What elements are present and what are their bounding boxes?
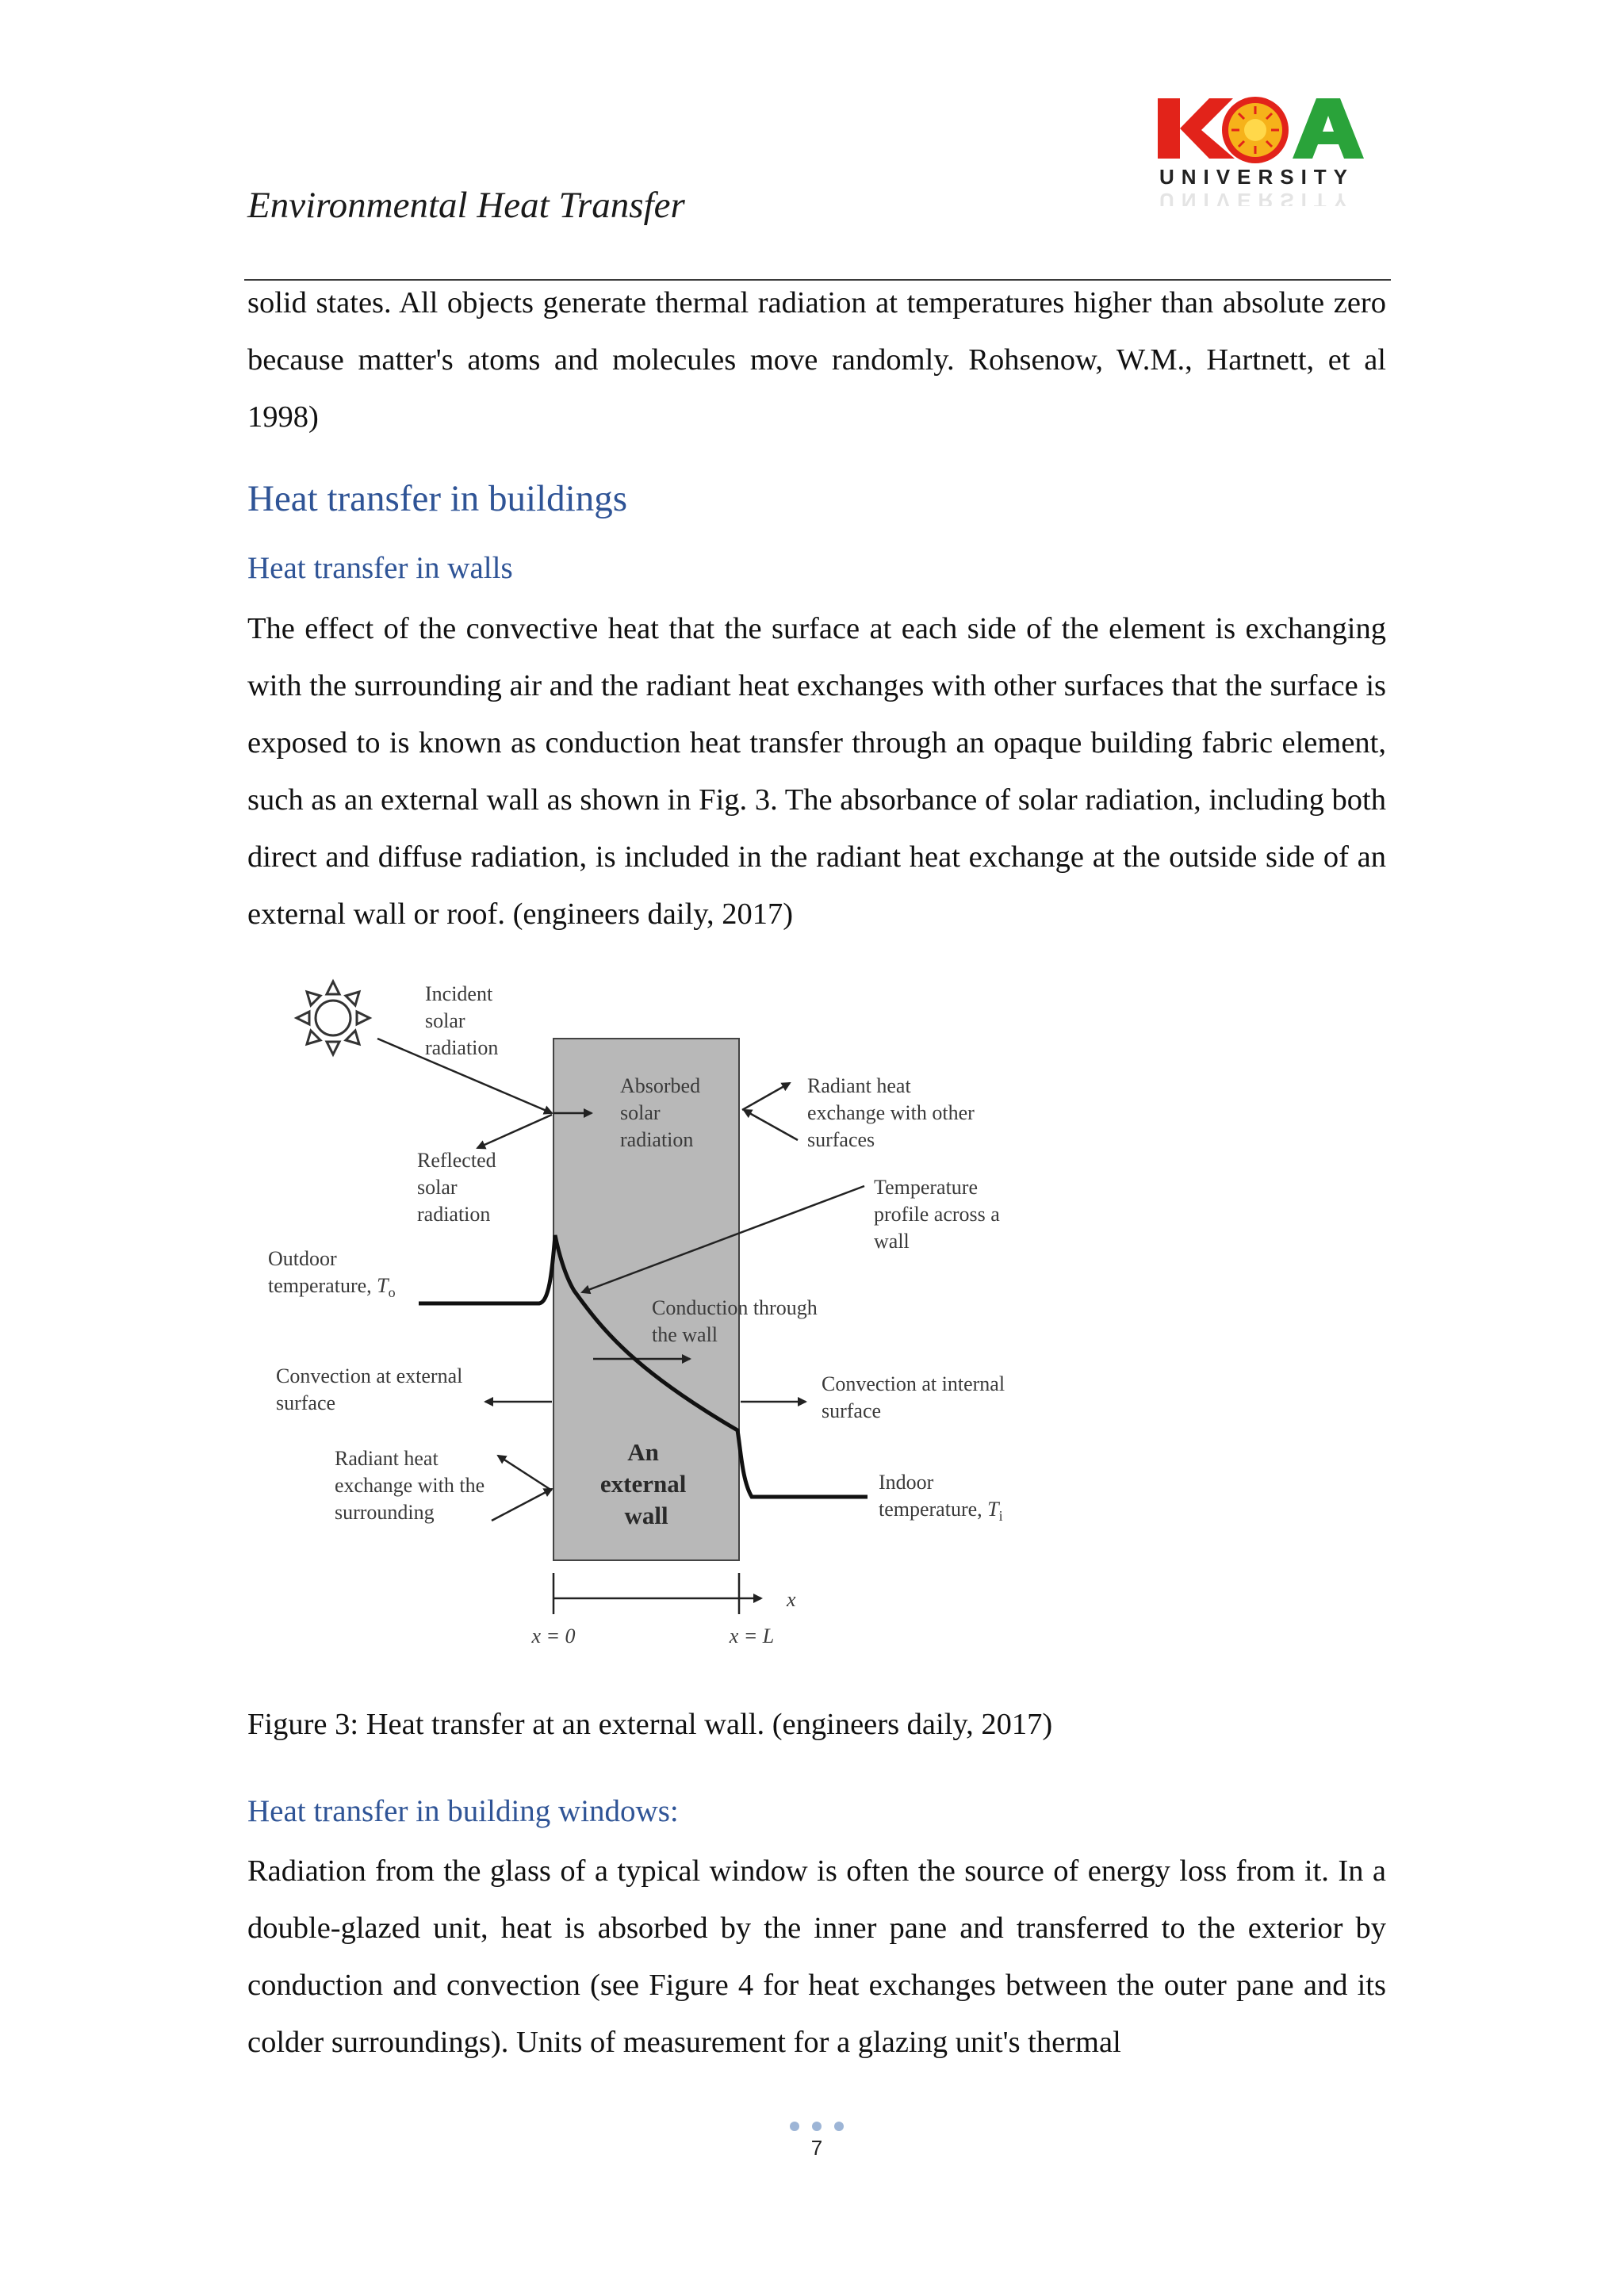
page-number: 7 — [810, 2136, 823, 2160]
label-axis-x: x — [787, 1588, 796, 1611]
university-logo — [1154, 95, 1368, 206]
windows-paragraph: Radiation from the glass of a typical window is often the source of energy loss from it. In a double-glazed unit, heat is absorbed by the inner pane and transferred to the exterior by conduction and convection (see Figure 4 for heat exchanges between the outer pane and its colder surroundings). Units of measurement for a glazing unit's thermal — [247, 1854, 1386, 2059]
label-outdoor: Outdoor temperature, $T_o$ — [268, 1247, 396, 1300]
radiant-in-arrow — [744, 1110, 798, 1140]
footer-dots — [787, 2122, 850, 2137]
sun-icon — [297, 982, 370, 1054]
label-radiant-surrounding: Radiant heat exchange with the surrounding — [335, 1447, 485, 1524]
document-title: Environmental Heat Transfer — [247, 185, 685, 226]
figure-caption: Figure 3: Heat transfer at an external wall. (engineers daily, 2017) — [247, 1708, 1053, 1741]
label-radiant-other: Radiant heat exchange with other surfaces — [807, 1074, 975, 1151]
logo-subtitle-reflection: UNIVERSITY — [1159, 189, 1355, 206]
label-absorbed: Absorbed solar radiation — [620, 1074, 701, 1151]
intro-paragraph: solid states. All objects generate thermal radiation at temperatures higher than absolute zero because matter's atoms and molecules move randomly. Rohsenow, W.M., Hartnett, et al 1998) — [247, 286, 1386, 434]
label-incident: Incident solar radiation — [425, 982, 499, 1059]
label-reflected: Reflected solar radiation — [417, 1149, 496, 1226]
radiant-surrounding-in-arrow — [492, 1489, 552, 1521]
subheading-walls: Heat transfer in walls — [247, 551, 513, 585]
label-temperature-profile: Temperature profile across a wall — [874, 1176, 1000, 1253]
label-wall: An external wall — [599, 1438, 687, 1529]
section-heading: Heat transfer in buildings — [247, 478, 628, 519]
label-x0: x = 0 — [531, 1624, 576, 1647]
figure-wall-heat-transfer — [262, 974, 1055, 1655]
label-conduction: Conduction through the wall — [652, 1296, 818, 1346]
subheading-windows: Heat transfer in building windows: — [247, 1794, 679, 1828]
label-indoor: Indoor temperature, $T_i$ — [879, 1471, 1003, 1524]
wall-diagram — [262, 974, 1055, 1655]
radiant-out-arrow — [742, 1083, 790, 1110]
label-xL: x = L — [729, 1624, 775, 1647]
logo-graphic — [1154, 95, 1368, 206]
label-convection-internal: Convection at internal surface — [822, 1372, 1005, 1422]
reflected-radiation-arrow — [477, 1115, 552, 1148]
radiant-surrounding-out-arrow — [498, 1456, 552, 1490]
walls-paragraph: The effect of the convective heat that the surface at each side of the element is exchanging with the surrounding air and the radiant heat exchanges with other surfaces that the surface is exposed to is known as conduction heat transfer through an opaque building fabric element, such as an external wall as shown in Fig. 3. The absorbance of solar radiation, including both direct and diffuse radiation, is included in the radiant heat exchange at the outside side of an external wall or roof. (engineers daily, 2017) — [247, 612, 1386, 931]
label-convection-external: Convection at external surface — [276, 1364, 463, 1414]
logo-subtitle: UNIVERSITY — [1159, 165, 1355, 189]
